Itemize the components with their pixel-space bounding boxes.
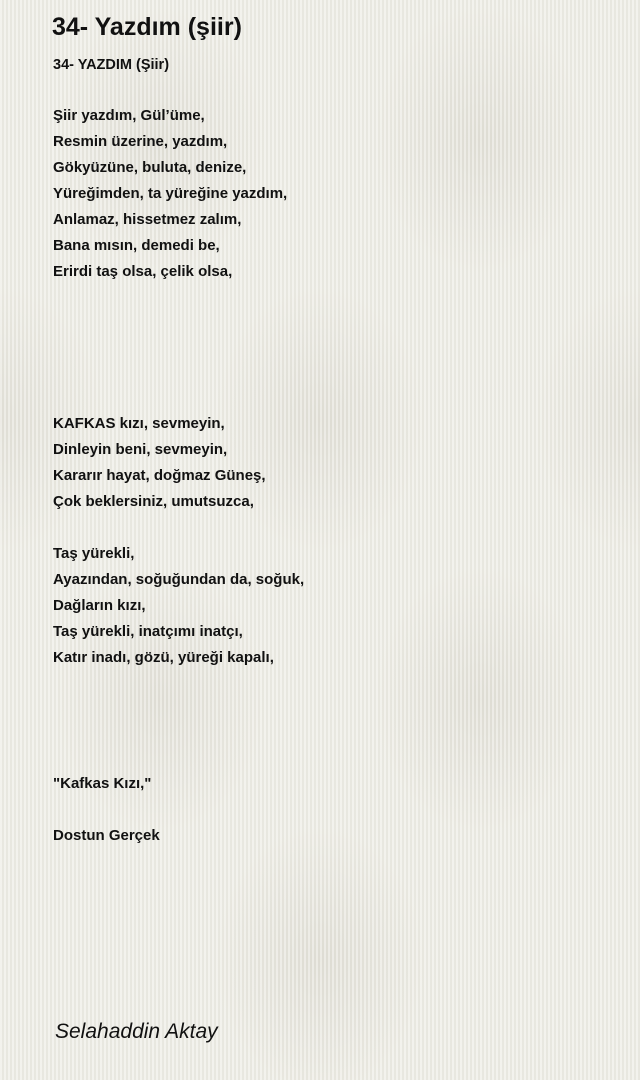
poem-line: Dinleyin beni, sevmeyin, (53, 441, 228, 458)
poem-line: Resmin üzerine, yazdım, (53, 133, 228, 150)
poem-line: Taş yürekli, inatçımı inatçı, (53, 623, 243, 640)
poem-line: Bana mısın, demedi be, (53, 237, 220, 254)
poem-line: Çok beklersiniz, umutsuzca, (53, 493, 254, 510)
poem-subtitle: 34- YAZDIM (Şiir) (53, 57, 170, 73)
poem-title: 34- Yazdım (şiir) (52, 13, 242, 41)
poem-line: Katır inadı, gözü, yüreği kapalı, (53, 649, 274, 666)
author-name: Selahaddin Aktay (55, 1020, 218, 1043)
poem-quote: "Kafkas Kızı," (53, 775, 152, 792)
stanza-3 (53, 541, 304, 671)
poem-line: KAFKAS kızı, sevmeyin, (53, 415, 225, 432)
stanza-1 (53, 103, 287, 285)
poem-line: Şiir yazdım, Gül’üme, (53, 107, 205, 124)
poem-line: Yüreğimden, ta yüreğine yazdım, (53, 185, 288, 202)
poem-line: Taş yürekli, (53, 545, 135, 562)
poem-line: Ayazından, soğuğundan da, soğuk, (53, 571, 305, 588)
stanza-2 (53, 411, 266, 515)
poem-line: Kararır hayat, doğmaz Güneş, (53, 467, 266, 484)
poem-line: Dağların kızı, (53, 597, 146, 614)
poem-signoff: Dostun Gerçek (53, 827, 160, 844)
poem-line: Erirdi taş olsa, çelik olsa, (53, 263, 233, 280)
poem-line: Anlamaz, hissetmez zalım, (53, 211, 242, 228)
poem-line: Gökyüzüne, buluta, denize, (53, 159, 247, 176)
